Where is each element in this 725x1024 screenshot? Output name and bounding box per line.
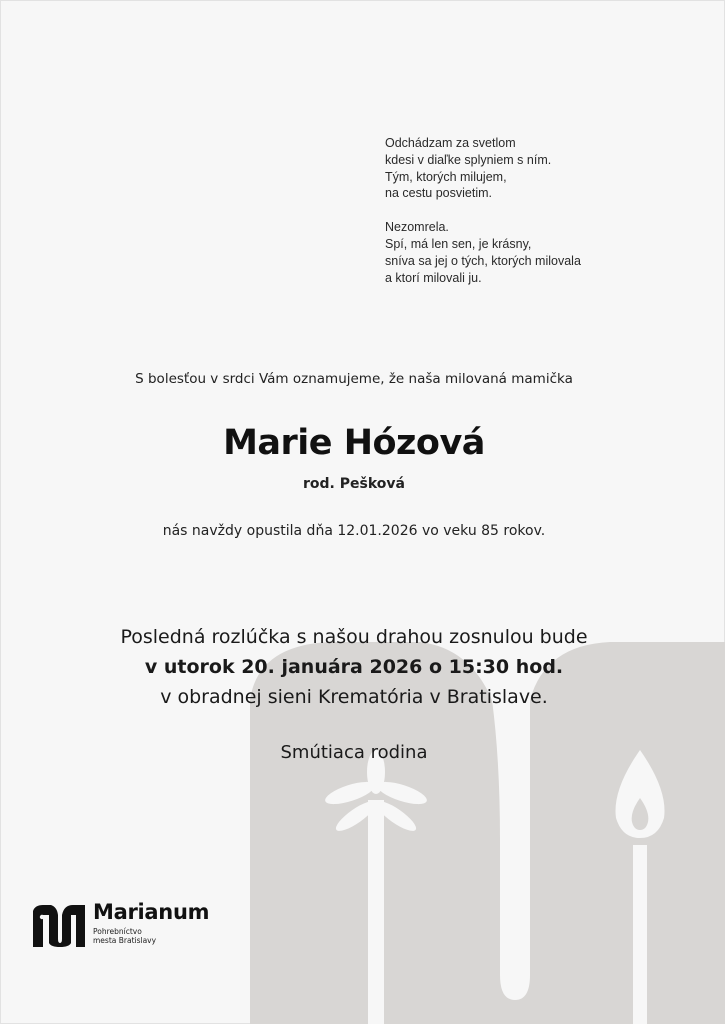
- logo-name: Marianum: [93, 900, 210, 924]
- logo-subtitle-line: Pohrebníctvo: [93, 927, 142, 936]
- funeral-line: Posledná rozlúčka s našou drahou zosnulou bude: [120, 626, 588, 648]
- logo-subtitle: [93, 927, 213, 945]
- poem-stanza: [385, 219, 581, 286]
- funeral-details: [0, 622, 708, 712]
- poem-line: sníva sa jej o tých, ktorých milovala: [385, 253, 581, 268]
- poem-line: Odchádzam za svetlom: [385, 136, 516, 150]
- poem-line: Tým, ktorých milujem,: [385, 169, 507, 184]
- funeral-place: v obradnej sieni Krematória v Bratislave.: [160, 686, 548, 708]
- deceased-name: Marie Hózová: [223, 423, 485, 463]
- signature: Smútiaca rodina: [280, 742, 428, 763]
- passed-away-text: nás navždy opustila dňa 12.01.2026 vo veku 85 rokov.: [162, 523, 546, 539]
- maiden-name: rod. Pešková: [303, 476, 405, 492]
- poem-line: na cestu posvietim.: [385, 186, 492, 201]
- poem-line: a ktorí milovali ju.: [385, 270, 482, 285]
- poem: [385, 135, 581, 303]
- announcement-text: S bolesťou v srdci Vám oznamujeme, že naša milovaná mamička: [135, 371, 573, 387]
- logo-subtitle-line: mesta Bratislavy: [93, 936, 157, 945]
- funeral-date: v utorok 20. januára 2026 o 15:30 hod.: [144, 656, 564, 678]
- marianum-logo-icon: [33, 903, 85, 947]
- flower-stem: [368, 800, 384, 1024]
- poem-line: Spí, má len sen, je krásny,: [385, 236, 532, 251]
- poem-stanza: [385, 135, 581, 202]
- poem-line: Nezomrela.: [385, 220, 449, 235]
- poem-line: kdesi v diaľke splyniem s ním.: [385, 152, 552, 167]
